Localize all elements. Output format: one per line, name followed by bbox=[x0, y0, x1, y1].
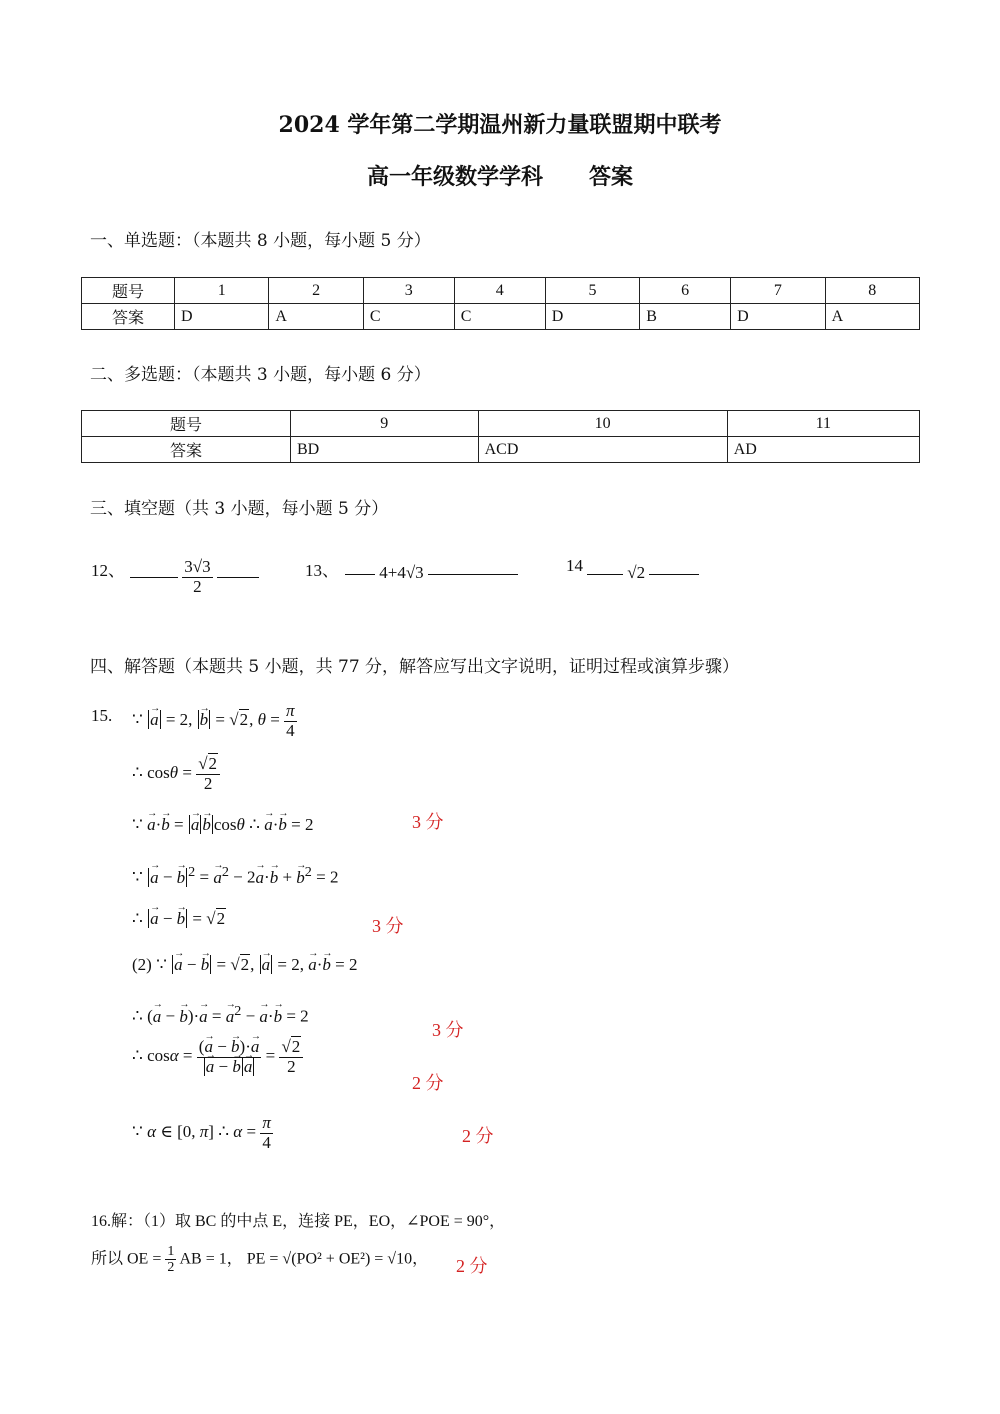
table-cell: A bbox=[825, 304, 919, 330]
q15-score-2: 3 分 bbox=[372, 916, 404, 936]
table-cell: D bbox=[731, 304, 825, 330]
blank-item-14 bbox=[566, 556, 583, 576]
blank-item-12 bbox=[91, 556, 125, 581]
section1-heading: 一、单选题：（本题共 8 小题，每小题 5 分） bbox=[90, 231, 431, 251]
item-label: 14 bbox=[566, 556, 583, 575]
q15-line-3: ∵ → a·→ b = → a→ b cosθ ∴ → a·→ b = 2 bbox=[132, 815, 313, 835]
underline bbox=[345, 573, 375, 575]
q16-line2-prefix: 所以 OE = bbox=[91, 1250, 162, 1268]
table-cell: BD bbox=[291, 437, 479, 463]
blank-item-13 bbox=[305, 556, 339, 581]
table-row bbox=[82, 304, 920, 330]
q16-line2-rest: AB = 1， PE = √(PO² + OE²) = √10， bbox=[179, 1250, 429, 1268]
table-cell: D bbox=[175, 304, 269, 330]
q15-line-7: ∴ (→ a − → b)·→ a = → $a^2$ − → a·→ b = 2 bbox=[132, 1003, 309, 1027]
section3-heading: 三、填空题（共 3 小题，每小题 5 分） bbox=[90, 499, 389, 519]
table-cell: 11 bbox=[727, 411, 919, 437]
row-label: 题号 bbox=[82, 411, 291, 437]
item-label: 13、 bbox=[305, 561, 339, 580]
row-label: 答案 bbox=[82, 437, 291, 463]
document-title: 2024 学年第二学期温州新力量联盟期中联考 bbox=[278, 112, 722, 138]
fraction bbox=[182, 558, 212, 596]
table-cell: 10 bbox=[478, 411, 727, 437]
item-label: 12、 bbox=[91, 561, 125, 580]
table-row bbox=[82, 278, 920, 304]
underline bbox=[649, 573, 699, 575]
table-cell: 4 bbox=[454, 278, 545, 304]
q15-score-1: 3 分 bbox=[412, 812, 444, 832]
table-cell: AD bbox=[727, 437, 919, 463]
table-row bbox=[82, 437, 920, 463]
row-label: 题号 bbox=[82, 278, 175, 304]
table-cell: 2 bbox=[269, 278, 363, 304]
denominator: 2 bbox=[193, 576, 202, 596]
q16-line-1: 16.解：（1）取 BC 的中点 E，连接 PE，EO，∠POE = 90°， bbox=[91, 1213, 506, 1230]
q15-line-8: ∴ cosα = (→ a − → b)·→ a → a − → b→ a = $\frac{√2}{2}$ bbox=[132, 1038, 303, 1076]
q15-line-5: ∴ → a − → b = √2 bbox=[132, 909, 226, 929]
table-cell: 6 bbox=[640, 278, 731, 304]
underline bbox=[428, 573, 518, 575]
section2-heading: 二、多选题：（本题共 3 小题，每小题 6 分） bbox=[90, 365, 431, 385]
table-cell: A bbox=[269, 304, 363, 330]
underline bbox=[587, 573, 623, 575]
table-cell: 3 bbox=[363, 278, 454, 304]
single-choice-table bbox=[81, 277, 920, 330]
answer-text: √2 bbox=[627, 563, 646, 582]
numerator: 3√3 bbox=[184, 557, 211, 576]
row-label: 答案 bbox=[82, 304, 175, 330]
q15-score-5: 2 分 bbox=[462, 1126, 494, 1146]
multi-choice-table bbox=[81, 410, 920, 463]
q16-line-2: 所以 OE = $\frac{1}{2}$ AB = 1， PE = √(PO² + OE²) = √10， bbox=[91, 1244, 429, 1276]
table-cell: 7 bbox=[731, 278, 825, 304]
blank-answer-14 bbox=[587, 563, 699, 583]
table-cell: C bbox=[454, 304, 545, 330]
table-cell: 1 bbox=[175, 278, 269, 304]
table-cell: 5 bbox=[545, 278, 639, 304]
table-cell: 8 bbox=[825, 278, 919, 304]
table-cell: C bbox=[363, 304, 454, 330]
q15-line-9: ∵ α ∈ [0, π] ∴ α = $\frac{\pi}{4}$ bbox=[132, 1113, 271, 1152]
q15-line-1: ∵ → a = 2, → b = √2, θ = $\frac{\pi}{4}$ bbox=[132, 702, 297, 740]
table-cell: D bbox=[545, 304, 639, 330]
q15-score-4: 2 分 bbox=[412, 1073, 444, 1093]
q15-score-3: 3 分 bbox=[432, 1020, 464, 1040]
table-cell: B bbox=[640, 304, 731, 330]
blank-answer-12 bbox=[130, 558, 259, 596]
q15-line-4: ∵ → a − → b $^2$ = → $a^2 - 2\to a\cdot\to b$ + → $b^2 = 2$ bbox=[132, 864, 338, 888]
underline bbox=[217, 576, 259, 578]
table-row bbox=[82, 411, 920, 437]
underline bbox=[130, 576, 178, 578]
answer-text: 4+4√3 bbox=[379, 563, 424, 582]
section4-heading: 四、解答题（本题共 5 小题，共 77 分，解答应写出文字说明，证明过程或演算步骤） bbox=[90, 657, 740, 677]
q16-score: 2 分 bbox=[456, 1256, 488, 1276]
q15-line-6: (2) ∵ → a − → b = √2, → a = 2, → a·→ b = 2 bbox=[132, 955, 358, 975]
blank-answer-13 bbox=[345, 563, 518, 583]
table-cell: 9 bbox=[291, 411, 479, 437]
q15-label: 15. bbox=[91, 706, 113, 725]
q15-line-2: ∴ cosθ = $\frac{√2}{2}$ bbox=[132, 755, 220, 793]
table-cell: ACD bbox=[478, 437, 727, 463]
document-subtitle: 高一年级数学学科 答案 bbox=[367, 164, 633, 190]
